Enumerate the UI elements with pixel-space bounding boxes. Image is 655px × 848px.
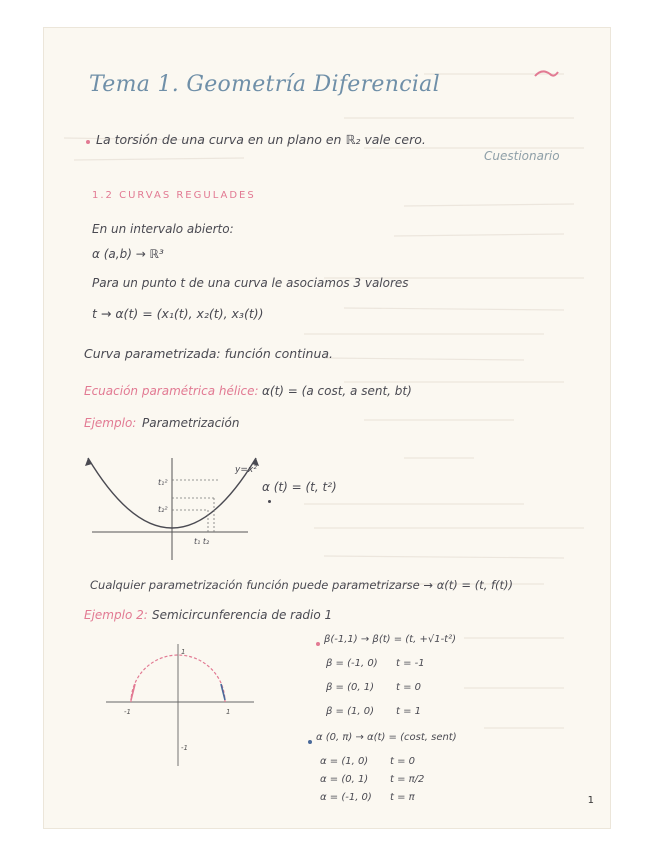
section-heading: 1.2 CURVAS REGULADES — [92, 190, 256, 201]
alpha-row-2-point: α = (0, 1) — [320, 774, 369, 785]
beta-row-2-point: β = (0, 1) — [326, 682, 375, 693]
parabola-graph — [80, 448, 270, 564]
tick-left: -1 — [124, 708, 131, 716]
beta-row-1-value: t = -1 — [396, 658, 425, 669]
beta-row-3-point: β = (1, 0) — [326, 706, 375, 717]
bullet-icon — [308, 740, 312, 744]
alpha-row-3-point: α = (-1, 0) — [320, 792, 372, 803]
example1-text: Parametrización — [142, 416, 240, 430]
beta-row-3-value: t = 1 — [396, 706, 422, 717]
bullet-icon — [316, 642, 320, 646]
x-ticks: t₁ t₂ — [194, 537, 210, 546]
y-tick-1: t₁² — [158, 478, 168, 487]
beta-head: β(-1,1) → β(t) = (t, +√1-t²) — [324, 634, 457, 645]
curve-label: y=x² — [235, 465, 257, 475]
page-title: Tema 1. Geometría Diferencial — [89, 72, 440, 97]
intro-note: La torsión de una curva en un plano en ℝ₂ vale cero. — [96, 132, 426, 147]
dot-mark — [268, 500, 271, 503]
bullet-icon — [86, 140, 90, 144]
beta-row-1-point: β = (-1, 0) — [326, 658, 378, 669]
helix-formula: α(t) = (a cost, a sent, bt) — [262, 384, 412, 398]
alpha-row-2-value: t = π/2 — [390, 774, 425, 785]
tick-right: 1 — [226, 708, 231, 716]
notebook-page — [44, 28, 610, 828]
doodle-icon — [532, 66, 562, 82]
page-number: 1 — [587, 795, 594, 806]
line-curve-definition: Curva parametrizada: función continua. — [84, 346, 334, 361]
beta-row-2-value: t = 0 — [396, 682, 422, 693]
helix-label: Ecuación paramétrica hélice: — [84, 384, 259, 398]
alpha-row-1-value: t = 0 — [390, 756, 416, 767]
example2-label: Ejemplo 2: — [84, 608, 148, 622]
line-interval: En un intervalo abierto: — [92, 222, 234, 236]
parametrization-formula: α (t) = (t, t²) — [262, 480, 337, 494]
line-map: α (a,b) → ℝ³ — [92, 247, 164, 261]
intro-tag: Cuestionario — [484, 149, 560, 163]
alpha-head: α (0, π) → α(t) = (cost, sent) — [316, 732, 457, 743]
example2-text: Semicircunferencia de radio 1 — [152, 608, 333, 622]
alpha-row-3-value: t = π — [390, 792, 415, 803]
alpha-row-1-point: α = (1, 0) — [320, 756, 369, 767]
semicircle-graph — [102, 640, 262, 770]
any-parametrization-line: Cualquier parametrización función puede parametrizarse → α(t) = (t, f(t)) — [90, 578, 514, 592]
line-point: Para un punto t de una curva le asociamos 3 valores — [92, 276, 409, 290]
example1-label: Ejemplo: — [84, 416, 137, 430]
arrow-left-icon — [131, 684, 135, 700]
line-alpha-components: t → α(t) = (x₁(t), x₂(t), x₃(t)) — [92, 306, 264, 321]
tick-top: 1 — [181, 648, 186, 656]
y-tick-2: t₂² — [158, 505, 168, 514]
tick-bottom: -1 — [181, 744, 188, 752]
